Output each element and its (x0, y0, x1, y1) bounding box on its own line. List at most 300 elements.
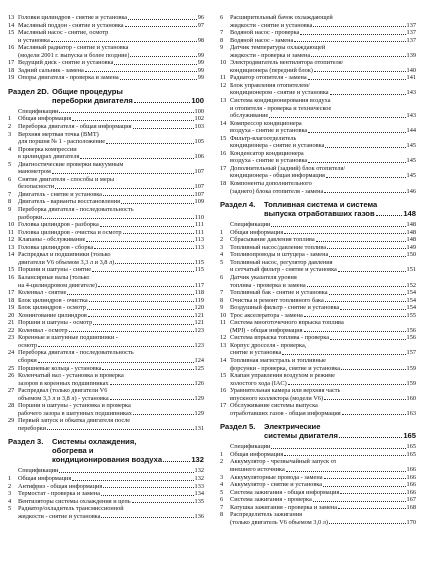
entry-page-number: 152 (406, 281, 416, 289)
entry-page-number: 151 (406, 266, 416, 274)
leader-dots (80, 158, 193, 159)
entry-number: 14 (220, 119, 227, 127)
toc-entry-continuation (220, 410, 416, 418)
entry-number: 4 (220, 481, 224, 489)
entry-number: 19 (8, 74, 15, 82)
leader-dots (324, 478, 406, 479)
entry-number: 29 (8, 417, 15, 425)
toc-entry-continuation (220, 172, 416, 180)
section-subtitle: системы двигателя (264, 431, 338, 441)
entry-title-continued: переборки (18, 424, 47, 432)
entry-number: 27 (8, 387, 15, 395)
entry-number: 15 (8, 266, 15, 274)
entry-title: Поршни и шатуны - осмотр (18, 319, 93, 327)
entry-number: 10 (8, 221, 15, 229)
entry-title: Двигатель - варианты восстановления (18, 198, 121, 206)
toc-entry (220, 37, 416, 45)
toc-entry (8, 312, 204, 320)
toc-entry-continuation (8, 37, 204, 45)
entry-title: Ведущий диск - снятие и установка (18, 59, 114, 67)
leader-dots (103, 195, 194, 196)
toc-entry (8, 67, 204, 75)
entry-page-number: 132 (194, 467, 204, 475)
entry-title: Топливная магистраль и топливные (230, 356, 326, 364)
toc-entry (8, 334, 204, 342)
toc-entry-continuation (8, 282, 204, 290)
entry-number: 2 (8, 482, 12, 490)
toc-entry (220, 387, 416, 395)
leader-dots (339, 437, 402, 438)
entry-title: Головка цилиндров - сборка (18, 243, 94, 251)
leader-dots (130, 56, 196, 57)
toc-entry (220, 402, 416, 410)
toc-entry (8, 274, 204, 282)
toc-entry (8, 327, 204, 335)
leader-dots (101, 517, 193, 518)
entry-number: 19 (8, 304, 15, 312)
entry-page-number: 99 (197, 66, 204, 74)
toc-entry (8, 483, 204, 491)
leader-dots (288, 384, 406, 385)
entry-title: Поршневые кольца - установка (18, 364, 102, 372)
toc-entry-continuation (8, 425, 204, 433)
entry-number: 9 (8, 206, 12, 214)
leader-dots (128, 19, 197, 20)
entry-title: Поршни и шатуны - установка и проверка (18, 402, 131, 410)
section-heading (8, 87, 204, 105)
entry-title-continued: рабочего зазора в шатунных подшипниках (18, 409, 132, 417)
leader-dots (307, 286, 406, 287)
entry-title: Переборка двигателя - последовательность (18, 206, 134, 214)
leader-dots (114, 64, 196, 65)
entry-number: 8 (8, 198, 12, 206)
entry-title: Головки цилиндров - снятие и установка (18, 14, 128, 21)
entry-page-number: 98 (197, 36, 204, 44)
entry-title: Датчик температуры охлаждающей (230, 44, 326, 52)
leader-dots (300, 34, 405, 35)
entry-page-number: 146 (406, 187, 416, 195)
entry-page-number: 137 (406, 29, 416, 37)
leader-dots (313, 501, 406, 502)
toc-entry (8, 498, 204, 506)
entry-number: 2 (220, 458, 224, 466)
leader-dots (324, 192, 405, 193)
section-subtitle: кондиционирования воздуха (52, 455, 163, 465)
entry-title-continued: впускного коллектора (модели V6) (230, 394, 324, 402)
toc-entry-continuation (8, 259, 204, 267)
toc-entry (220, 236, 416, 244)
leader-dots (269, 117, 405, 118)
entry-number: 5 (220, 258, 224, 266)
entry-page-number: 165 (406, 443, 416, 451)
entry-title-continued: сборки (18, 356, 37, 364)
entry-title: Топливопроводы и штуцера - замена (230, 251, 329, 259)
section-heading (220, 422, 416, 440)
entry-title: Коренные и шатунные подшипники - (18, 334, 118, 342)
entry-title: Клапан управления воздухом в режиме (230, 372, 335, 380)
leader-dots (55, 188, 193, 189)
entry-page-number: 100 (194, 107, 204, 115)
leader-dots (316, 241, 406, 242)
leader-dots (304, 331, 406, 332)
toc-entry (8, 304, 204, 312)
entry-title: Балансирные валы (только (18, 273, 90, 281)
section-header-line (220, 422, 416, 431)
toc-entry (220, 496, 416, 504)
entry-title: Переборка двигателя - общая информация (18, 123, 132, 131)
toc-entry (8, 29, 204, 37)
leader-dots (134, 102, 190, 103)
entry-page-number: 126 (194, 379, 204, 387)
section-page-number: 132 (191, 455, 204, 465)
entry-number: 5 (220, 488, 224, 496)
entry-page-number: 166 (406, 481, 416, 489)
section-title: Топливная система и система (264, 200, 378, 210)
leader-dots (330, 339, 406, 340)
entry-title: Фильтр-влагоотделитель (230, 134, 297, 142)
toc-entry (8, 206, 204, 214)
entry-number: 8 (220, 296, 224, 304)
entry-number: 17 (220, 164, 227, 172)
entry-title: Трос акселератора - замена (230, 311, 303, 319)
entry-page-number: 97 (197, 21, 204, 29)
section-page-number: 100 (191, 95, 204, 105)
leader-dots (311, 56, 405, 57)
leader-dots (59, 112, 193, 113)
entry-number: 12 (8, 236, 15, 244)
entry-number: 4 (220, 251, 224, 259)
entry-number: 11 (220, 74, 227, 82)
entry-page-number: 145 (406, 142, 416, 150)
entry-page-number: 156 (406, 334, 416, 342)
entry-title-continued: жидкости - проверка и замена (230, 51, 311, 59)
leader-dots (340, 493, 405, 494)
toc-entry-continuation (220, 365, 416, 373)
entry-title: Масляный поддон - снятие и установка (18, 21, 124, 29)
toc-entry-continuation (220, 89, 416, 97)
entry-page-number: 111 (195, 228, 204, 236)
leader-dots (313, 26, 405, 27)
entry-number: 8 (220, 36, 224, 44)
entry-number: 6 (220, 496, 224, 504)
entry-title: Обслуживание системы выпуска (230, 402, 318, 410)
leader-dots (69, 331, 194, 332)
section-label: Раздел 4. (220, 200, 256, 210)
entry-number: 18 (8, 296, 15, 304)
entry-title: Топливный насос, регулятор давления (230, 258, 333, 266)
entry-title: Распредвал и подшипники (только (18, 251, 111, 259)
entry-page-number: 99 (197, 51, 204, 59)
entry-page-number: 141 (406, 74, 416, 82)
entry-title-continued: кондиционера (передний блок) (230, 66, 313, 74)
entry-page-number: 148 (406, 221, 416, 229)
entry-page-number: 133 (194, 482, 204, 490)
entry-number: 10 (220, 59, 227, 67)
entry-title: Головка цилиндров - очистка и осмотр (18, 228, 122, 236)
entry-title: Конденсатор кондиционера (230, 149, 304, 157)
entry-title: Верхняя мертвая точка (ВМТ) (18, 130, 99, 138)
toc-entry (8, 475, 204, 483)
section-label: Раздел 3. (8, 437, 44, 447)
entry-page-number: 170 (406, 518, 416, 526)
entry-page-number: 96 (197, 14, 204, 21)
section-page-number: 148 (403, 209, 416, 219)
entry-page-number: 107 (194, 168, 204, 176)
entry-number: 3 (220, 243, 224, 251)
entry-title: Топливный бак - снятие и установка (230, 289, 328, 297)
toc-entry (8, 251, 204, 259)
entry-page-number: 115 (194, 266, 204, 274)
toc-entry-continuation (220, 52, 416, 60)
entry-title-continued: (только двигатель V6 объемом 3,0 л) (230, 518, 328, 526)
leader-dots (314, 71, 406, 72)
entry-number: 11 (220, 319, 227, 327)
entry-title-continued: жидкости - снятие и установка (230, 21, 313, 29)
toc-entry (220, 319, 416, 327)
entry-number: 14 (220, 356, 227, 364)
entry-number: 15 (220, 372, 227, 380)
toc-entry-continuation (220, 466, 416, 474)
toc-entry (220, 244, 416, 252)
entry-title-continued: объемом 3,3 л и 3,8 л) - установка (18, 394, 109, 402)
toc-entry (220, 489, 416, 497)
entry-title: Поршни и шатуны - снятие (18, 266, 92, 274)
toc-entry-continuation (8, 138, 204, 146)
entry-page-number: 118 (194, 289, 204, 297)
entry-page-number: 144 (406, 127, 416, 135)
leader-dots (342, 414, 406, 415)
entry-title: Дополнительный (задний) блок отопителя/ (230, 164, 346, 172)
entry-title: Система зажигания - проверка (230, 496, 312, 504)
entry-page-number: 145 (406, 172, 416, 180)
toc-entry-continuation (220, 519, 416, 527)
entry-title: Распредвал (только двигатели V6 (18, 387, 108, 395)
toc-entry (220, 59, 416, 67)
entry-number: 21 (8, 319, 15, 327)
entry-number: 14 (8, 251, 15, 259)
toc-entry (220, 289, 416, 297)
leader-dots (286, 471, 406, 472)
toc-entry (8, 44, 204, 52)
entry-number: 12 (220, 81, 227, 89)
entry-number: 4 (8, 497, 12, 505)
toc-entry (8, 221, 204, 229)
leader-dots (308, 79, 406, 80)
toc-entry-continuation (220, 266, 416, 274)
entry-page-number: 123 (194, 341, 204, 349)
leader-dots (325, 301, 406, 302)
leader-dots (51, 41, 197, 42)
entry-title-continued: обслуживание (230, 112, 269, 120)
leader-dots (100, 226, 194, 227)
entry-page-number: 125 (194, 364, 204, 372)
entry-number: 16 (220, 387, 227, 395)
toc-entry-continuation (8, 183, 204, 191)
section-heading (220, 200, 416, 218)
entry-title: Электродвигатель вентилятора отопителя/ (230, 59, 344, 67)
leader-dots (329, 256, 405, 257)
leader-dots (340, 309, 405, 310)
toc-entry (220, 481, 416, 489)
entry-title: Воздушный фильтр - снятие и установка (230, 304, 340, 312)
entry-page-number: 157 (406, 349, 416, 357)
leader-dots (271, 448, 405, 449)
entry-title: Компрессор кондиционера (230, 119, 302, 127)
toc-entry-continuation (8, 410, 204, 418)
leader-dots (284, 233, 405, 234)
entry-page-number: 135 (194, 497, 204, 505)
leader-dots (304, 316, 406, 317)
toc-entry-continuation (8, 380, 204, 388)
section-title: Общие процедуры (52, 86, 123, 96)
entry-title: Двигатель - снятие и установка (18, 190, 102, 198)
leader-dots (110, 384, 194, 385)
section-subtitle: обогрева и (52, 446, 94, 456)
entry-title: Блок цилиндров - осмотр (18, 304, 86, 312)
leader-dots (87, 309, 194, 310)
leader-dots (325, 147, 405, 148)
entry-title: Система зажигания - общая информация (230, 488, 340, 496)
toc-entry-continuation (8, 153, 204, 161)
toc-entry (220, 274, 416, 282)
toc-entry (220, 97, 416, 105)
toc-entry (8, 236, 204, 244)
entry-title: Коленвал - осмотр (18, 326, 68, 334)
entry-title-continued: зазоров в коренных подшипниках (18, 379, 109, 387)
entry-title: Блок цилиндров - очистка (18, 296, 88, 304)
entry-page-number: 105 (194, 138, 204, 146)
toc-entry (220, 14, 416, 22)
entry-title-continued: в цилиндрах двигателя (18, 153, 80, 161)
entry-title-continued: для поршня № 1 - расположение (18, 138, 106, 146)
entry-title: Водяной насос - проверка (230, 29, 300, 37)
entry-number: 3 (220, 473, 224, 481)
entry-title-continued: (модели 2001 г. выпуска и более поздние) (18, 51, 130, 59)
entry-title: Диагностические проверки вакуумным (18, 160, 124, 168)
entry-number: 7 (220, 289, 224, 297)
entry-title: Снятие двигателя - способы и меры (18, 175, 115, 183)
entry-title: Расширительный бачок охлаждающей (230, 14, 333, 21)
toc-right-column (220, 14, 416, 526)
leader-dots (163, 461, 190, 462)
entry-page-number: 143 (406, 89, 416, 97)
section-subtitle: выпуска отработавших газов (264, 209, 375, 219)
entry-title: Задний сальник - замена (18, 66, 84, 74)
entry-number: 7 (8, 190, 12, 198)
leader-dots (89, 301, 194, 302)
entry-number: 23 (8, 334, 15, 342)
leader-dots (106, 143, 193, 144)
section-subtitle-line (220, 431, 416, 440)
toc-entry (220, 474, 416, 482)
entry-page-number: 124 (194, 356, 204, 364)
leader-dots (52, 173, 194, 174)
entry-number: 18 (220, 180, 227, 188)
entry-title-continued: двигатели V6 объемом 3,3 л и 3,8 л) (18, 258, 115, 266)
entry-title: Общая информация (18, 474, 72, 482)
toc-entry (8, 146, 204, 154)
entry-page-number: 148 (406, 228, 416, 236)
entry-title: Общая информация (18, 115, 72, 123)
entry-title-continued: жидкости - снятие и установка (18, 512, 101, 520)
entry-page-number: 107 (194, 190, 204, 198)
toc-entry (8, 161, 204, 169)
section-subtitle-line (220, 209, 416, 218)
entry-number: 9 (220, 44, 224, 52)
entry-title-continued: снятие и установка (230, 349, 282, 357)
entry-number: 10 (220, 311, 227, 319)
entry-page-number: 109 (194, 198, 204, 206)
leader-dots (133, 414, 194, 415)
toc-entry (8, 198, 204, 206)
entry-page-number: 117 (194, 281, 204, 289)
toc-entry-continuation (8, 395, 204, 403)
entry-page-number: 168 (406, 503, 416, 511)
leader-dots (120, 79, 197, 80)
entry-page-number: 110 (194, 213, 204, 221)
toc-entry-continuation (220, 380, 416, 388)
entry-number: 18 (8, 66, 15, 74)
entry-title: Аккумуляторные провода - замена (230, 473, 323, 481)
leader-dots (103, 487, 193, 488)
entry-page-number: 113 (194, 236, 204, 244)
entry-title: Антифриз - общая информация (18, 482, 103, 490)
entry-number: 15 (8, 29, 15, 37)
entry-page-number: 121 (194, 311, 204, 319)
entry-title-continued: воздуха - снятие и установка (230, 127, 308, 135)
toc-entry (8, 467, 204, 475)
leader-dots (47, 429, 194, 430)
entry-number: 22 (8, 326, 15, 334)
leader-dots (308, 162, 405, 163)
toc-entry (220, 504, 416, 512)
leader-dots (324, 399, 405, 400)
toc-entry (220, 135, 416, 143)
entry-number: 16 (8, 44, 15, 52)
entry-number: 6 (220, 14, 224, 21)
entry-page-number: 148 (406, 236, 416, 244)
entry-page-number: 140 (406, 66, 416, 74)
entry-page-number: 99 (197, 74, 204, 82)
entry-title: Первый запуск и обкатка двигателя после (18, 417, 131, 425)
entry-page-number: 165 (406, 450, 416, 458)
toc-entry-continuation (220, 282, 416, 290)
leader-dots (133, 128, 194, 129)
toc-entry (220, 297, 416, 305)
section-title: Электрические (264, 422, 321, 432)
entry-number: 6 (220, 273, 224, 281)
toc-entry (8, 14, 204, 22)
entry-number: 16 (220, 149, 227, 157)
leader-dots (110, 399, 194, 400)
entry-title: Масляный насос - снятие, осмотр (18, 29, 109, 37)
leader-dots (121, 203, 194, 204)
leader-dots (115, 263, 194, 264)
toc-entry (220, 251, 416, 259)
section-header-line (220, 200, 416, 209)
entry-page-number: 166 (406, 465, 416, 473)
toc-entry-continuation (220, 112, 416, 120)
toc-entry (8, 22, 204, 30)
toc-entry-continuation (220, 142, 416, 150)
toc-entry (8, 123, 204, 131)
entry-title-continued: манометром (18, 168, 51, 176)
entry-title: Вентиляторы системы охлаждения и цепь (18, 497, 131, 505)
entry-title-continued: холостого хода (IAC) (230, 379, 287, 387)
entry-title: Компоненты дополнительного (230, 180, 312, 188)
entry-page-number: 167 (406, 496, 416, 504)
toc-entry (8, 349, 204, 357)
